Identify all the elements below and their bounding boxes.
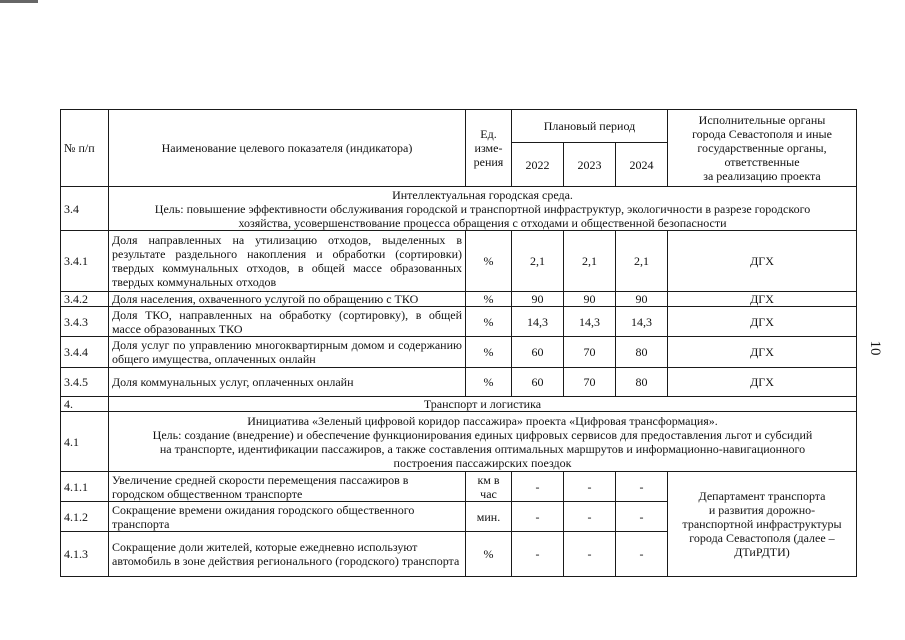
header-year-2023: 2023: [564, 143, 616, 187]
row-value-2023: -: [564, 502, 616, 532]
row-value-2022: 60: [512, 337, 564, 368]
table-row: [61, 472, 857, 502]
row-value-2024: -: [616, 532, 668, 577]
indicators-table: [60, 109, 857, 577]
table-row: [61, 292, 857, 307]
row-executor-merged: [668, 472, 857, 577]
row-unit: мин.: [466, 502, 512, 532]
executor-line: транспортной инфраструктуры: [682, 517, 842, 531]
row-value-2023: -: [564, 472, 616, 502]
row-unit-line: км в: [477, 472, 500, 487]
table-row: [61, 368, 857, 397]
header-name: Наименование целевого показателя (индикатора): [109, 110, 466, 187]
section-text: [109, 412, 857, 472]
section-goal-line: хозяйства, усовершенствование процесса обращения с отходами и общественной безопасности: [238, 215, 727, 230]
executor-line: ДТиРДТИ): [734, 545, 790, 559]
page-number: 10: [867, 340, 883, 356]
section-title: Транспорт и логистика: [109, 397, 857, 412]
section-line: построения пассажирских поездок: [393, 455, 572, 470]
header-unit-line: Ед.: [480, 127, 497, 141]
row-value-2024: -: [616, 502, 668, 532]
row-value-2022: 14,3: [512, 307, 564, 337]
row-num: 3.4.3: [61, 307, 109, 337]
row-num: 4.1: [61, 412, 109, 472]
row-num: 4.: [61, 397, 109, 412]
row-unit: %: [466, 307, 512, 337]
row-num: 4.1.2: [61, 502, 109, 532]
header-executors: [668, 110, 857, 187]
executor-line: города Севастополя (далее –: [689, 531, 835, 545]
table-row: [61, 337, 857, 368]
row-indicator-name: Доля направленных на утилизацию отходов, выделенных в результате раздельного накопления и обработки (сортировки) твердых коммунальных отходов, в общей массе образованных твердых коммунальных отходов: [109, 231, 466, 292]
row-value-2023: 2,1: [564, 231, 616, 292]
row-value-2024: 14,3: [616, 307, 668, 337]
section-row-4-1: [61, 412, 857, 472]
row-value-2022: -: [512, 502, 564, 532]
header-unit-line: изме-: [474, 141, 503, 155]
row-value-2023: 14,3: [564, 307, 616, 337]
row-num: 3.4.1: [61, 231, 109, 292]
header-executors-line: Исполнительные органы: [698, 113, 826, 127]
section-row-3-4: [61, 187, 857, 231]
row-executor: ДГХ: [668, 337, 857, 368]
header-year-2022: 2022: [512, 143, 564, 187]
row-value-2023: 70: [564, 337, 616, 368]
row-executor: ДГХ: [668, 307, 857, 337]
row-executor: ДГХ: [668, 231, 857, 292]
header-executors-line: ответственные: [724, 155, 800, 169]
row-executor: ДГХ: [668, 368, 857, 397]
row-indicator-name: Доля коммунальных услуг, оплаченных онлайн: [109, 368, 466, 397]
section-line: на транспорте, идентификации пассажиров, а также составления оптимальных маршрутов и информационно-навигационного: [159, 441, 806, 456]
header-row-top: [61, 110, 857, 143]
executor-line: и развития дорожно-: [708, 503, 816, 517]
row-unit: %: [466, 368, 512, 397]
row-value-2024: 2,1: [616, 231, 668, 292]
row-value-2023: 90: [564, 292, 616, 307]
section-title: Интеллектуальная городская среда.: [392, 187, 573, 202]
header-unit-line: рения: [473, 155, 504, 169]
row-value-2024: 80: [616, 337, 668, 368]
row-unit: %: [466, 532, 512, 577]
row-unit: %: [466, 337, 512, 368]
row-value-2022: 60: [512, 368, 564, 397]
header-executors-line: за реализацию проекта: [703, 169, 821, 183]
header-executors-line: государственные органы,: [697, 141, 827, 155]
row-indicator-name: Сокращение времени ожидания городского общественного транспорта: [109, 502, 466, 532]
row-num: 4.1.1: [61, 472, 109, 502]
table-row: [61, 231, 857, 292]
row-indicator-name: Доля ТКО, направленных на обработку (сортировку), в общей массе образованных ТКО: [109, 307, 466, 337]
header-unit: [466, 110, 512, 187]
header-num: № п/п: [61, 110, 109, 187]
row-value-2024: 80: [616, 368, 668, 397]
row-unit-line: час: [480, 486, 497, 501]
row-unit: %: [466, 231, 512, 292]
row-value-2023: -: [564, 532, 616, 577]
table-row: [61, 307, 857, 337]
row-value-2022: -: [512, 532, 564, 577]
row-indicator-name: Увеличение средней скорости перемещения пассажиров в городском общественном транспорте: [109, 472, 466, 502]
row-unit: %: [466, 292, 512, 307]
row-num: 3.4.4: [61, 337, 109, 368]
row-value-2024: -: [616, 472, 668, 502]
section-goal-line: Цель: повышение эффективности обслуживания городской и транспортной инфраструктур, экологичности в разрезе городского: [154, 201, 811, 216]
row-indicator-name: Доля услуг по управлению многоквартирным домом и содержанию общего имущества, оплаченных онлайн: [109, 337, 466, 368]
row-value-2022: -: [512, 472, 564, 502]
scan-edge-mark: [0, 0, 38, 3]
section-row-4: [61, 397, 857, 412]
section-line: Цель: создание (внедрение) и обеспечение функционирования единых цифровых сервисов для предоставления льгот и субсидий: [152, 427, 813, 442]
section-text: [109, 187, 857, 231]
row-value-2022: 2,1: [512, 231, 564, 292]
header-year-2024: 2024: [616, 143, 668, 187]
row-num: 4.1.3: [61, 532, 109, 577]
row-value-2024: 90: [616, 292, 668, 307]
executor-line: Департамент транспорта: [698, 489, 826, 503]
row-indicator-name: Сокращение доли жителей, которые ежедневно используют автомобиль в зоне действия регионального (городского) транспорта: [109, 532, 466, 577]
row-unit: [466, 472, 512, 502]
row-num: 3.4: [61, 187, 109, 231]
row-value-2023: 70: [564, 368, 616, 397]
section-line: Инициатива «Зеленый цифровой коридор пассажира» проекта «Цифровая трансформация».: [247, 413, 718, 428]
row-value-2022: 90: [512, 292, 564, 307]
row-executor: ДГХ: [668, 292, 857, 307]
row-num: 3.4.5: [61, 368, 109, 397]
header-planned-period: Плановый период: [512, 110, 668, 143]
header-executors-line: города Севастополя и иные: [692, 127, 832, 141]
row-num: 3.4.2: [61, 292, 109, 307]
row-indicator-name: Доля населения, охваченного услугой по обращению с ТКО: [109, 292, 466, 307]
